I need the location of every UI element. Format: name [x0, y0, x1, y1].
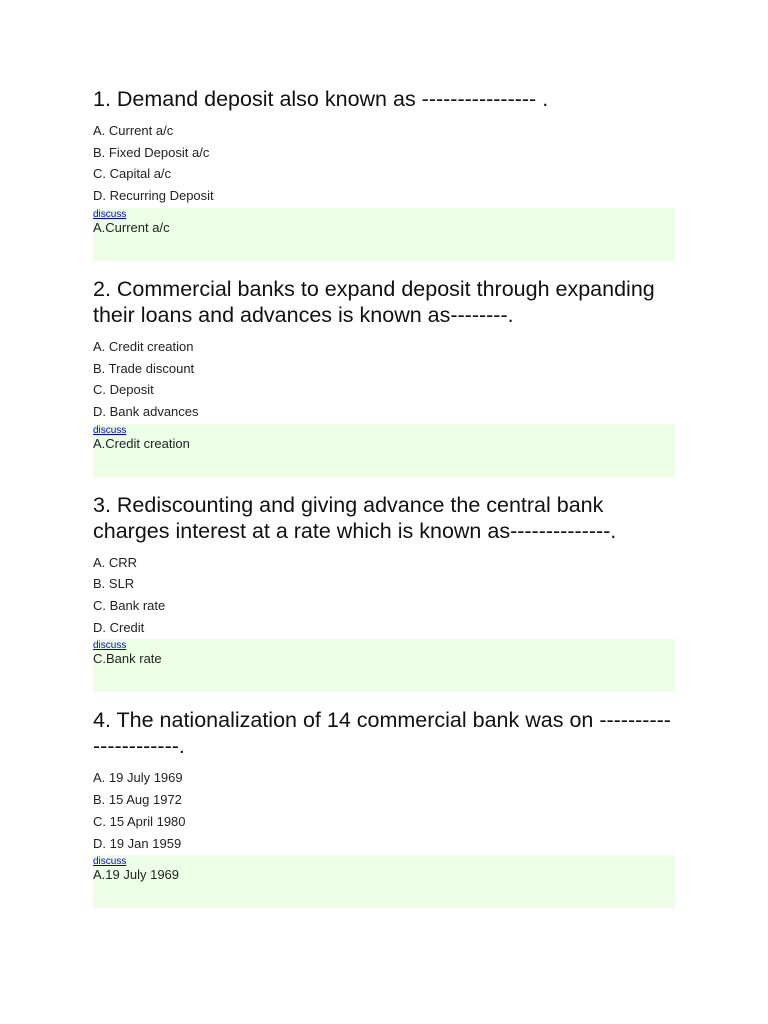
answer-4: A.19 July 1969: [93, 867, 180, 883]
question-1-title: 1. Demand deposit also known as ---------------- .: [93, 87, 549, 111]
question-2: [93, 276, 675, 477]
option-a: A. Current a/c: [93, 123, 174, 138]
question-1-options: [93, 120, 675, 207]
discuss-link-1[interactable]: discuss: [93, 208, 127, 220]
answer-3: C.Bank rate: [93, 651, 162, 667]
option-d: D. Bank advances: [93, 403, 199, 419]
answer-box-1: [93, 208, 675, 261]
option-b: B. Trade discount: [93, 360, 195, 376]
discuss-link-4[interactable]: discuss: [93, 856, 127, 868]
question-4: [93, 707, 675, 908]
question-3: [93, 492, 675, 693]
option-b: B. 15 Aug 1972: [93, 792, 182, 808]
option-d: D. Credit: [93, 619, 145, 635]
question-1: [93, 86, 675, 261]
option-a: A. CRR: [93, 554, 138, 570]
answer-2: A.Credit creation: [93, 435, 190, 451]
question-2-title: 2. Commercial banks to expand deposit through expanding their loans and advances is known as--------.: [93, 276, 655, 327]
option-c: C. 15 April 1980: [93, 813, 186, 829]
question-3-options: [93, 552, 675, 639]
option-d: D. Recurring Deposit: [93, 188, 214, 204]
option-a: A. 19 July 1969: [93, 770, 183, 786]
option-c: C. Deposit: [93, 382, 154, 398]
answer-box-4: [93, 855, 675, 908]
option-a: A. Credit creation: [93, 338, 194, 354]
answer-1: A.Current a/c: [93, 219, 170, 235]
quiz-page: [93, 86, 675, 912]
answer-box-3: [93, 639, 675, 692]
discuss-link-2[interactable]: discuss: [93, 424, 127, 436]
question-4-title: 4. The nationalization of 14 commercial bank was on ----------------------.: [93, 708, 671, 759]
question-2-options: [93, 336, 675, 423]
discuss-link-3[interactable]: discuss: [93, 640, 127, 652]
question-3-title: 3. Rediscounting and giving advance the central bank charges interest at a rate which is known as--------------.: [93, 492, 617, 543]
option-c: C. Capital a/c: [93, 166, 172, 182]
option-d: D. 19 Jan 1959: [93, 835, 182, 851]
question-4-options: [93, 767, 675, 854]
answer-box-2: [93, 424, 675, 477]
option-c: C. Bank rate: [93, 598, 166, 614]
option-b: B. SLR: [93, 576, 135, 592]
option-b: B. Fixed Deposit a/c: [93, 144, 210, 160]
